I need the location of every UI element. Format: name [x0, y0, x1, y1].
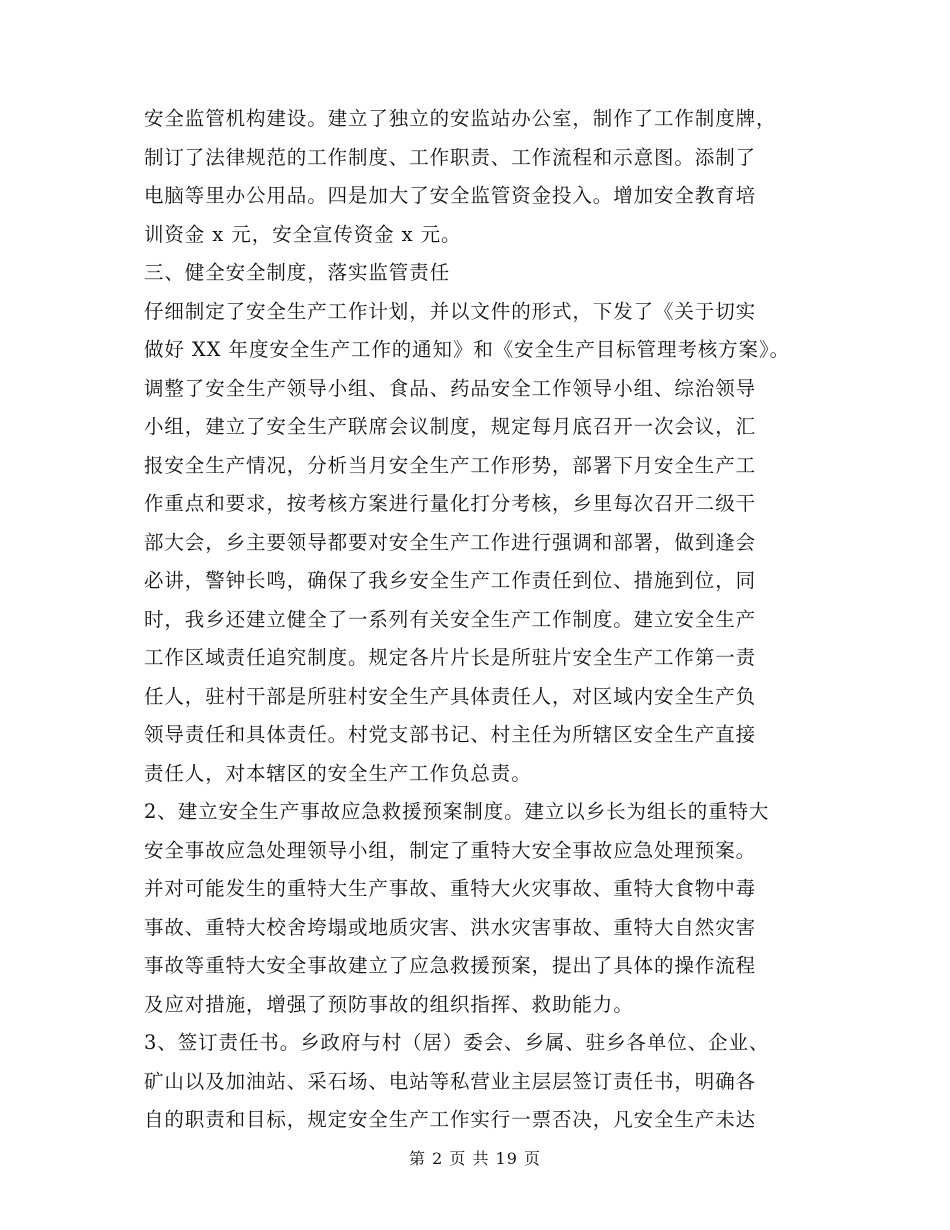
text-line: 责任人，对本辖区的安全生产工作负总责。	[144, 761, 532, 785]
text-line: 并对可能发生的重特大生产事故、重特大火灾事故、重特大食物中毒	[144, 877, 757, 900]
text-line: 训资金 x 元，安全宣传资金 x 元。	[144, 222, 462, 246]
text-line: 做好 XX 年度安全生产工作的通知》和《安全生产目标管理考核方案》。	[144, 338, 791, 361]
text-line: 任人，驻村干部是所驻村安全生产具体责任人，对区域内安全生产负	[144, 684, 757, 708]
text-line: 小组，建立了安全生产联席会议制度，规定每月底召开一次会议，汇	[144, 415, 757, 438]
text-line: 报安全生产情况，分析当月安全生产工作形势，部署下月安全生产工	[144, 453, 757, 477]
text-line: 3、签订责任书。乡政府与村（居）委会、乡属、驻乡各单位、企业、	[144, 1031, 770, 1054]
text-line: 必讲，警钟长鸣，确保了我乡安全生产工作责任到位、措施到位，同	[144, 569, 757, 592]
section-heading: 三、健全安全制度，落实监管责任	[144, 261, 451, 284]
text-line: 事故、重特大校舍垮塌或地质灾害、洪水灾害事故、重特大自然灾害	[144, 915, 757, 939]
text-line: 作重点和要求，按考核方案进行量化打分考核，乡里每次召开二级干	[144, 492, 757, 515]
text-line: 电脑等里办公用品。四是加大了安全监管资金投入。增加安全教育培	[144, 184, 757, 207]
text-line: 安全事故应急处理领导小组，制定了重特大安全事故应急处理预案。	[144, 838, 757, 862]
page-number-footer: 第 2 页 共 19 页	[409, 1149, 541, 1168]
text-line: 2、建立安全生产事故应急救援预案制度。建立以乡长为组长的重特大	[144, 800, 770, 823]
text-line: 部大会，乡主要领导都要对安全生产工作进行强调和部署，做到逢会	[144, 530, 757, 554]
text-line: 自的职责和目标，规定安全生产工作实行一票否决，凡安全生产未达	[144, 1108, 757, 1131]
text-line: 调整了安全生产领导小组、食品、药品安全工作领导小组、综治领导	[144, 376, 757, 400]
text-line: 制订了法律规范的工作制度、工作职责、工作流程和示意图。添制了	[144, 145, 757, 169]
body-text	[144, 100, 819, 1140]
text-line: 时，我乡还建立健全了一系列有关安全生产工作制度。建立安全生产	[144, 607, 757, 631]
text-line: 事故等重特大安全事故建立了应急救援预案，提出了具体的操作流程	[144, 954, 757, 977]
text-line: 工作区域责任追究制度。规定各片片长是所驻片安全生产工作第一责	[144, 646, 757, 669]
text-line: 领导责任和具体责任。村党支部书记、村主任为所辖区安全生产直接	[144, 723, 757, 746]
text-line: 矿山以及加油站、采石场、电站等私营业主层层签订责任书，明确各	[144, 1069, 757, 1093]
text-line: 安全监管机构建设。建立了独立的安监站办公室，制作了工作制度牌，	[144, 107, 777, 130]
text-line: 仔细制定了安全生产工作计划，并以文件的形式，下发了《关于切实	[144, 299, 757, 323]
text-line: 及应对措施，增强了预防事故的组织指挥、救助能力。	[144, 992, 634, 1016]
